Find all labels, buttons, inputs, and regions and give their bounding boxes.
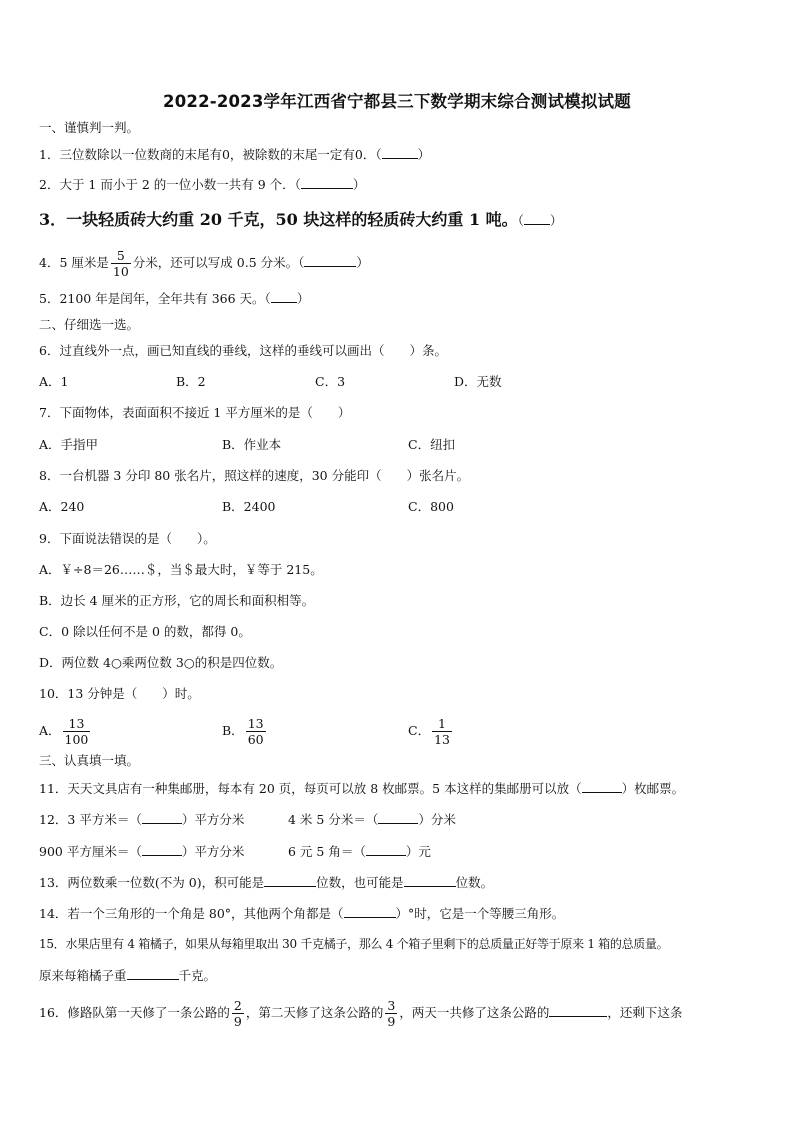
option-b[interactable]: B． $\frac{13}{60}$ xyxy=(222,716,264,747)
page-title: 2022-2023学年江西省宁都县三下数学期末综合测试模拟试题 xyxy=(163,92,631,111)
question-1: 1．三位数除以一位数商的末尾有0，被除数的末尾一定有0．（ ） xyxy=(39,147,431,162)
question-text: 3．一块轻质砖大约重 20 千克，50 块这样的轻质砖大约重 1 吨。 xyxy=(39,210,518,229)
question-16: 16．修路队第一天修了一条公路的 $\frac{2}{9}$ ，第二天修了这条公路的 $\frac{3}{9}$ ，两天一共修了这条公路的 ，还剩下这条 xyxy=(39,998,683,1029)
question-12-item-d: 6 元 5 角＝（ ）元 xyxy=(288,844,431,859)
question-13: 13．两位数乘一位数(不为 0)，积可能是 位数，也可能是 位数。 xyxy=(39,875,494,890)
question-9: 9．下面说法错误的是（ ）。 xyxy=(39,531,216,546)
answer-blank[interactable] xyxy=(142,843,182,856)
question-7: 7．下面物体，表面面积不接近 1 平方厘米的是（ ） xyxy=(39,405,351,420)
section-heading-1: 一、谨慎判一判。 xyxy=(39,120,140,135)
fraction: $\frac{2}{9}$ xyxy=(233,998,242,1029)
question-10: 10．13 分钟是（ ）时。 xyxy=(39,686,200,701)
answer-blank[interactable] xyxy=(142,811,182,824)
option-a[interactable]: A．1 xyxy=(39,374,69,389)
question-12-item-b: 4 米 5 分米＝（ ）分米 xyxy=(288,812,456,827)
question-8: 8．一台机器 3 分印 80 张名片，照这样的速度，30 分能印（ ）张名片。 xyxy=(39,468,470,483)
answer-blank[interactable] xyxy=(301,176,353,189)
question-6: 6．过直线外一点，画已知直线的垂线，这样的垂线可以画出（ ）条。 xyxy=(39,343,447,358)
option-a[interactable]: A．￥÷8＝26……＄，当＄最大时，￥等于 215。 xyxy=(39,562,323,577)
answer-blank[interactable] xyxy=(378,811,418,824)
option-a[interactable]: A．240 xyxy=(39,499,85,514)
option-c[interactable]: C．纽扣 xyxy=(408,437,456,452)
question-2: 2．大于 1 而小于 2 的一位小数一共有 9 个．（ ） xyxy=(39,177,366,192)
fraction: $\frac{5}{10}$ xyxy=(112,248,129,279)
answer-blank[interactable] xyxy=(582,780,622,793)
option-c[interactable]: C．800 xyxy=(408,499,454,514)
question-11: 11．天天文具店有一种集邮册，每本有 20 页，每页可以放 8 枚邮票。5 本这样的集邮册可以放（ ）枚邮票。 xyxy=(39,781,685,796)
question-text: 2．大于 1 而小于 2 的一位小数一共有 9 个． xyxy=(39,177,295,192)
question-14: 14．若一个三角形的一个角是 80°，其他两个角都是（ ）°时，它是一个等腰三角形。 xyxy=(39,906,565,921)
question-15-line-1: 15．水果店里有 4 箱橘子，如果从每箱里取出 30 千克橘子，那么 4 个箱子里剩下的总质量正好等于原来 1 箱的总质量。 xyxy=(39,937,669,951)
question-12-row-1: 12．3 平方米＝（ ）平方分米 xyxy=(39,812,245,827)
question-12-row-2: 900 平方厘米＝（ ）平方分米 xyxy=(39,844,245,859)
option-d[interactable]: D．无数 xyxy=(454,374,502,389)
answer-blank[interactable] xyxy=(524,212,550,225)
option-d[interactable]: D．两位数 4○乘两位数 3○的积是四位数。 xyxy=(39,655,283,670)
question-text: 5．2100 年是闰年，全年共有 366 天。 xyxy=(39,291,265,306)
option-b[interactable]: B．2400 xyxy=(222,499,276,514)
option-c[interactable]: C．3 xyxy=(315,374,346,389)
option-b[interactable]: B．2 xyxy=(176,374,206,389)
answer-blank[interactable] xyxy=(404,874,456,887)
fraction: $\frac{3}{9}$ xyxy=(387,998,396,1029)
option-a[interactable]: A．手指甲 xyxy=(39,437,99,452)
section-heading-2: 二、仔细选一选。 xyxy=(39,317,140,332)
answer-blank[interactable] xyxy=(271,290,297,303)
option-c[interactable]: C． $\frac{1}{13}$ xyxy=(408,716,450,747)
answer-blank[interactable] xyxy=(382,146,418,159)
question-text: 1．三位数除以一位数商的末尾有0，被除数的末尾一定有0． xyxy=(39,147,376,162)
question-15-line-2: 原来每箱橘子重 千克。 xyxy=(39,968,217,983)
option-c[interactable]: C．0 除以任何不是 0 的数，都得 0。 xyxy=(39,624,251,639)
answer-blank[interactable] xyxy=(344,905,396,918)
fraction: $\frac{1}{13}$ xyxy=(434,716,450,747)
answer-blank[interactable] xyxy=(366,843,406,856)
section-heading-3: 三、认真填一填。 xyxy=(39,753,140,768)
question-3: 3．一块轻质砖大约重 20 千克，50 块这样的轻质砖大约重 1 吨。（ ） xyxy=(39,210,563,229)
question-5: 5．2100 年是闰年，全年共有 366 天。（ ） xyxy=(39,291,310,306)
question-4: 4．5 厘米是 $\frac{5}{10}$ 分米，还可以写成 0.5 分米。（ ） xyxy=(39,248,369,279)
answer-blank[interactable] xyxy=(264,874,316,887)
fraction: $\frac{13}{60}$ xyxy=(247,716,264,747)
answer-blank[interactable] xyxy=(549,1004,607,1017)
option-b[interactable]: B．边长 4 厘米的正方形，它的周长和面积相等。 xyxy=(39,593,315,608)
fraction: $\frac{13}{100}$ xyxy=(64,716,89,747)
answer-blank[interactable] xyxy=(127,967,179,980)
option-a[interactable]: A． $\frac{13}{100}$ xyxy=(39,716,89,747)
answer-blank[interactable] xyxy=(304,254,356,267)
option-b[interactable]: B．作业本 xyxy=(222,437,282,452)
